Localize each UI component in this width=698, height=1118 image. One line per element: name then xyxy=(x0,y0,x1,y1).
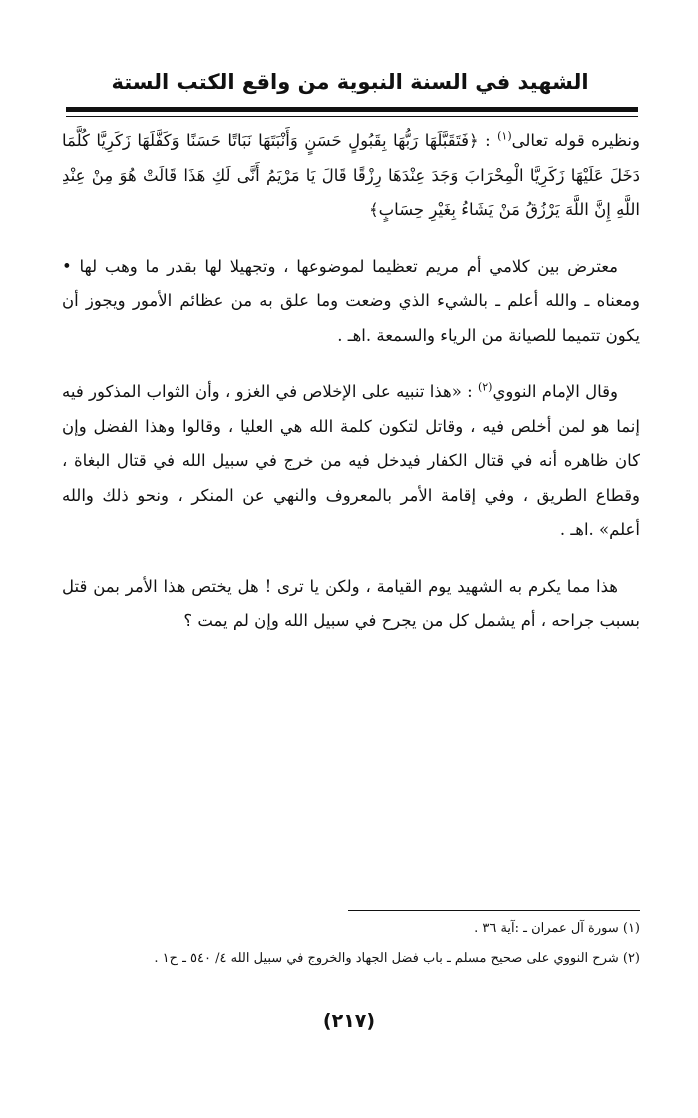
footnote-2: (٢) شرح النووي على صحيح مسلم ـ باب فضل الجهاد والخروج في سبيل الله ٤/ ٥٤٠ ـ ح١ . xyxy=(154,951,640,966)
paragraph-nawawi xyxy=(62,375,640,548)
paragraph-intro: وقال الإمام النووي xyxy=(492,382,618,401)
footnote-ref-1: (١) xyxy=(497,129,512,143)
footnote-ref-2: (٢) xyxy=(477,380,493,394)
paragraph-question: هذا مما يكرم به الشهيد يوم القيامة ، ولكن يا ترى ! هل يختص هذا الأمر بمن قتل بسبب جراحه ، أم يشمل كل من يجرح في سبيل الله وإن لم يمت ؟ xyxy=(62,576,640,630)
paragraph-quran-citation xyxy=(62,124,640,228)
page-number: (٢١٧) xyxy=(322,1010,376,1032)
body-text xyxy=(62,124,640,639)
paragraph-commentary: معترض بين كلامي أم مريم تعظيما لموضوعها ، وتجهيلا لها بقدر ما وهب لها • ومعناه ـ والله أعلم ـ بالشيء الذي وضعت وما علق به من عظائم الأمور ويجوز أن يكون تتميما للصيانة من الرياء والسمعة .اهـ . xyxy=(62,256,640,345)
running-title: الشهيد في السنة النبوية من واقع الكتب الستة xyxy=(111,70,589,94)
footnote-rule xyxy=(348,910,640,911)
header-rule-thick xyxy=(66,107,638,112)
quran-verse: ﴿فَتَقَبَّلَهَا رَبُّهَا بِقَبُولٍ حَسَنٍ وَأَنْبَتَهَا نَبَاتًا حَسَنًا وَكَفَّلَهَا زَكَرِيَّا كُلَّمَا دَخَلَ عَلَيْهَا زَكَرِيَّا الْمِحْرَابَ وَجَدَ عِنْدَهَا رِزْقًا قَالَ يَا مَرْيَمُ أَنَّى لَكِ هَذَا قَالَتْ هُوَ مِنْ عِنْدِ اللَّهِ إِنَّ اللَّهَ يَرْزُقُ مَنْ يَشَاءُ بِغَيْرِ حِسَابٍ﴾ xyxy=(62,131,640,219)
paragraph-intro: ونظيره قوله تعالى xyxy=(511,131,640,150)
separator: : xyxy=(478,131,498,150)
footnote-1: (١) سورة آل عمران ـ :آية ٣٦ . xyxy=(474,921,640,936)
footnotes xyxy=(62,914,640,974)
nawawi-quote: : «هذا تنبيه على الإخلاص في الغزو ، وأن الثواب المذكور فيه إنما هو لمن أخلص فيه ، وقاتل لتكون كلمة الله هي العليا ، وقالوا وهذا الفضل وإن كان ظاهره أنه في قتال الكفار فيدخل فيه من خرج في سبيل الله في قتال البغاة ، وقطاع الطريق ، وفي إقامة الأمر بالمعروف والنهي عن المنكر ، ونحو ذلك والله أعلم» .اهـ . xyxy=(62,382,640,539)
header-rule-thin xyxy=(66,116,638,117)
